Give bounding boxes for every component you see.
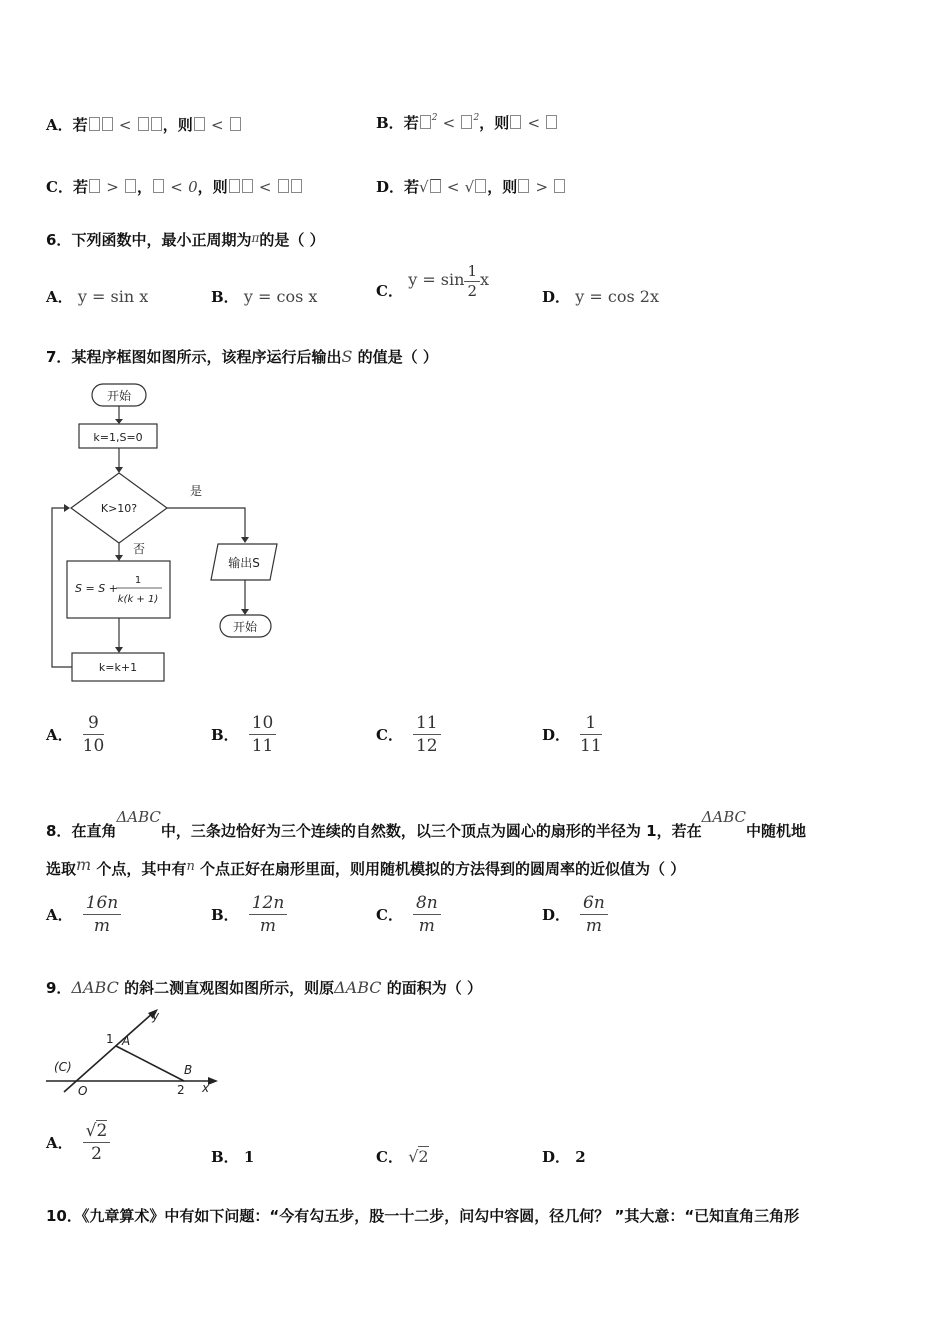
- y-axis: [64, 1012, 154, 1092]
- q7-option-a[interactable]: A． $\frac{9}{10}$: [46, 713, 105, 756]
- label-1: 1: [106, 1032, 114, 1046]
- q6-option-a[interactable]: A． y = sin x: [46, 287, 149, 306]
- flow-assign-num: 1: [134, 575, 142, 586]
- label-y: y: [152, 1009, 160, 1023]
- q5-option-c[interactable]: C．若 > ， < 0，则 <: [46, 176, 303, 197]
- q8-stem-line2: 选取m 个点，其中有n 个点正好在扇形里面，则用随机模拟的方法得到的圆周率的近似值为（ ）: [46, 855, 686, 878]
- q8-option-a[interactable]: A． $\frac{16n}{m}$: [46, 892, 121, 937]
- label-2: 2: [177, 1083, 185, 1097]
- q7-option-b[interactable]: B． $\frac{10}{11}$: [211, 712, 276, 757]
- q6-stem: 6．下列函数中，最小正周期为$^\pi$的是（ ）: [46, 231, 325, 249]
- flow-output-label: 输出S: [228, 556, 260, 570]
- q7-flowchart: [40, 378, 300, 688]
- q7-option-d[interactable]: D． $\frac{1}{11}$: [542, 713, 602, 756]
- flow-yes-label: 是: [190, 484, 203, 498]
- q7-option-c[interactable]: C． $\frac{11}{12}$: [376, 712, 441, 757]
- q9-option-a[interactable]: A． $\frac{√2}{2}$: [46, 1120, 110, 1165]
- flow-no-label: 否: [133, 542, 146, 556]
- q10-stem: 10．《九章算术》中有如下问题：“今有勾五步，股一十二步，问勾中容圆，径几何？ ”其大意：“已知直角三角形: [46, 1207, 800, 1225]
- q9-option-d[interactable]: D． 2: [542, 1148, 586, 1166]
- q8-stem-line1: 8．在直角ΔABC中，三条边恰好为三个连续的自然数，以三个顶点为圆心的扇形的半径为 1，若在ΔABC中随机地: [46, 808, 807, 840]
- q8-option-d[interactable]: D． $\frac{6n}{m}$: [542, 892, 608, 937]
- q8-option-c[interactable]: C． $\frac{8n}{m}$: [376, 892, 441, 937]
- q7-stem: 7．某程序框图如图所示，该程序运行后输出S 的值是（ ）: [46, 347, 438, 366]
- q9-option-b[interactable]: B． 1: [211, 1148, 255, 1166]
- flow-end-label: 开始: [232, 620, 258, 634]
- q5-option-b[interactable]: B．若 $^2$ < $^2$，则 <: [376, 112, 558, 133]
- q6-option-d[interactable]: D． y = cos 2x: [542, 287, 659, 306]
- label-c: (C): [54, 1060, 72, 1074]
- label-a: A: [122, 1034, 131, 1048]
- q9-stem: 9．ΔABC 的斜二测直观图如图所示，则原ΔABC 的面积为（ ）: [46, 978, 482, 997]
- label-x: x: [202, 1081, 210, 1095]
- q5-option-a[interactable]: A．若 < ，则 <: [46, 114, 242, 135]
- flow-assign-pre: S = S +: [75, 582, 118, 595]
- q9-option-c[interactable]: C． √2: [376, 1147, 429, 1166]
- flow-incr-label: k=k+1: [98, 661, 138, 674]
- segment-ab: [116, 1046, 184, 1081]
- q5-option-d[interactable]: D．若√ < √ ，则 >: [376, 176, 566, 197]
- flow-start-label: 开始: [106, 389, 132, 403]
- label-b: B: [184, 1063, 193, 1077]
- q6-option-b[interactable]: B． y = cos x: [211, 287, 318, 306]
- q9-figure: [44, 1006, 224, 1098]
- q6-option-c[interactable]: C． y = sin $\frac{1}{2}$ x: [376, 262, 490, 300]
- q8-option-b[interactable]: B． $\frac{12n}{m}$: [211, 892, 287, 937]
- flow-cond-label: K>10?: [100, 502, 138, 515]
- flow-init-label: k=1,S=0: [93, 431, 143, 444]
- label-o: O: [78, 1084, 88, 1098]
- flow-assign-den: k(k + 1): [117, 594, 159, 605]
